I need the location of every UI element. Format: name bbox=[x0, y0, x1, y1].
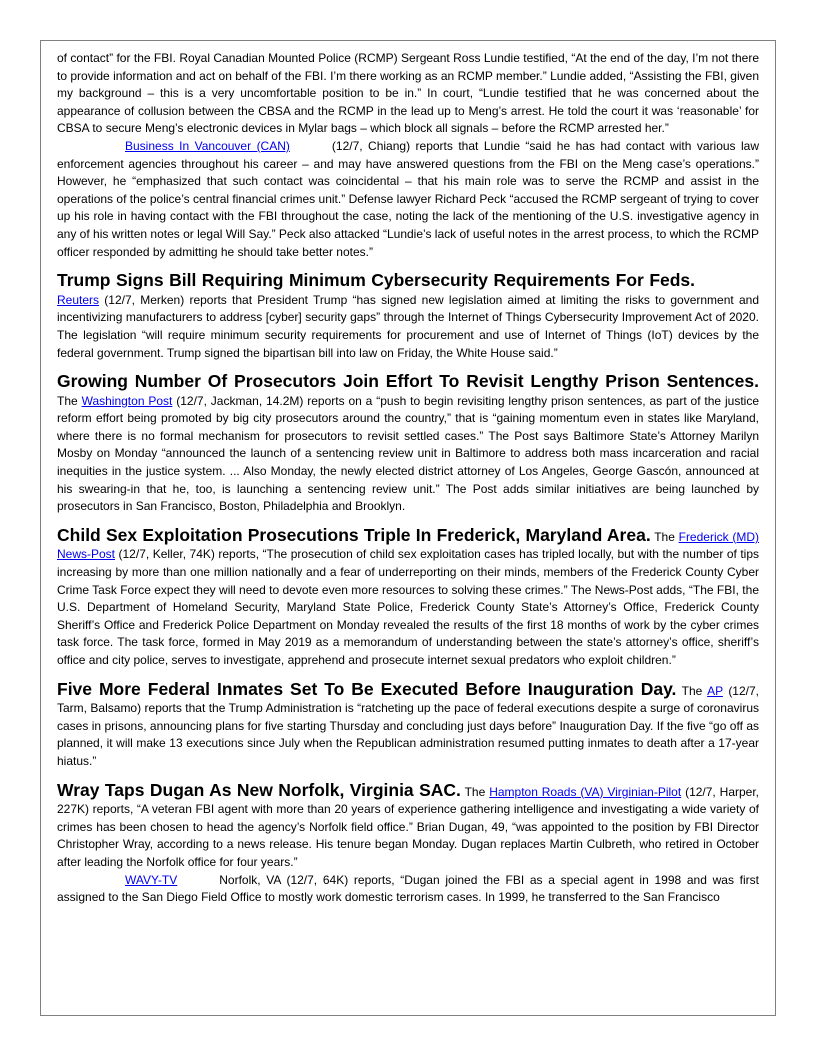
source-link-reuters[interactable]: Reuters bbox=[57, 292, 100, 307]
source-link-business-in-vancouver[interactable]: Business In Vancouver (CAN) bbox=[125, 138, 290, 153]
source-link-washington-post[interactable]: Washington Post bbox=[81, 393, 173, 408]
article-text: (12/7, Tarm, Balsamo) reports that the Trump Administration is “ratcheting up the pace of federal executions despite a surge of coronavirus cases in prisons, announcing plans for five starting Thursday and concluding just days before” Inauguration Day. If the five “go off as planned, it will make 13 executions since July when the Republican administration resumed putting inmates to death after a 17-year hiatus.” bbox=[57, 683, 759, 768]
headline-prison-sentences: Growing Number Of Prosecutors Join Effort To Revisit Lengthy Prison Sentences. bbox=[57, 371, 759, 392]
headline-child-exploitation: Child Sex Exploitation Prosecutions Triple In Frederick, Maryland Area. bbox=[57, 524, 651, 545]
article-text: (12/7, Harper, 227K) reports, “A veteran FBI agent with more than 20 years of experience gathering intelligence and investigating a wide variety of crimes has been chosen to head the agency’s Norfolk field office.” Brian Dugan, 49, “was appointed to the position by FBI Director Christopher Wray, according to a news release. His tenure began Monday. Dugan replaces Martin Culbreth, who retired in October after leading the Norfolk office for four years.” bbox=[57, 784, 760, 869]
article-dugan: Wray Taps Dugan As New Norfolk, Virginia SAC. The Hampton Roads (VA) Virginian-Pilot (12/7, Harper, 227K) reports, “A veteran FBI agent with more than 20 years of experience gathering intelligence and investigating a wide variety of crimes has been chosen to head the agency’s Norfolk field office.” Brian Dugan, 49, “was appointed to the position by FBI Director Christopher Wray, according to a news release. His tenure began Monday. Dugan replaces Martin Culbreth, who retired in October after leading the Norfolk office for four years.” bbox=[57, 779, 760, 869]
article-text: (12/7, Jackman, 14.2M) reports on a “push to begin revisiting lengthy prison sentences, as part of the justice reform effort being promoted by big city prosecutors around the country,” that is “gaining momentum even in states like Maryland, where there is no formal mechanism for prosecutors to revisit settled cases.” The Post says Baltimore State’s Attorney Marilyn Mosby on Monday “announced the launch of a sentencing review unit in Baltimore to address both mass incarceration and racial inequities in the justice system. ... Also Monday, the newly elected district attorney of Los Angeles, George Gascón, announced at his swearing-in that he, too, is launching a sentencing review unit.” The Post adds similar initiatives are being launched by prosecutors in San Francisco, Boston, Philadelphia and Brooklyn. bbox=[57, 393, 759, 514]
headline-cybersecurity-bill: Trump Signs Bill Requiring Minimum Cybersecurity Requirements For Feds. bbox=[57, 270, 696, 291]
article-text: (12/7, Keller, 74K) reports, “The prosecution of child sex exploitation cases has tripled locally, but with the number of tips increasing by more than one million nationally and a fear of underreporting on their minds, members of the Frederick County Cyber Crime Task Force expect they will need to devote even more resources to solving these crimes.” The News-Post adds, “The FBI, the U.S. Department of Homeland Security, Maryland State Police, Frederick County State’s Attorney’s Office, Frederick County Sheriff’s Office and Frederick Police Department on Monday revealed the results of the first 18 months of work by the cyber crimes task force. The task force, formed in May 2019 as a memorandum of understanding between the state’s attorney’s office, sheriff’s office and city police, serves to investigate, apprehend and prosecute internet sexual predators who exploit children.” bbox=[57, 547, 759, 667]
source-link-wavy-tv[interactable]: WAVY-TV bbox=[125, 872, 178, 887]
source-link-frederick-news-post[interactable]: Frederick (MD) News-Post bbox=[57, 529, 759, 562]
paragraph-biv bbox=[57, 138, 759, 261]
paragraph-lundie: of contact” for the FBI. Royal Canadian Mounted Police (RCMP) Sergeant Ross Lundie testified, “At the end of the day, I’m not there to provide information and act on behalf of the FBI. I’m there working as an RCMP member.” Lundie added, “Assisting the FBI, given my background – this is a very uncomfortable position to be in.” In court, “Lundie testified that he was concerned about the appearance of collusion between the CBSA and the RCMP in the lead up to Meng’s arrest. He told the court it was ‘reasonable’ for CBSA to secure Meng’s electronic devices in Mylar bags – which block all signals – before the RCMP arrested her.” bbox=[57, 51, 759, 136]
paragraph-biv-text: (12/7, Chiang) reports that Lundie “said he has had contact with various law enforcement agencies throughout his career – and may have answered questions from the FBI on the Meng case’s operations.” However, he “emphasized that such contact was coincidental – that his main role was to serve the RCMP and assist in the operations of the police’s central financial crimes unit.” Defense lawyer Richard Peck “accused the RCMP sergeant of trying to cover up his role in having contact with the FBI throughout the case, noting the lack of the mentioning of the U.S. investigative agency in any of his written notes or legal Will Say.” Peck also attacked “Lundie’s lack of useful notes in the arrest process, to which the RCMP officer responded by admitting he should take better notes.” bbox=[57, 138, 760, 259]
paragraph-wavy-text: Norfolk, VA (12/7, 64K) reports, “Dugan joined the FBI as a special agent in 1998 and was first assigned to the San Diego Field Office to mostly work domestic terrorism cases. In 1999, he transferred to the San Francisco bbox=[57, 872, 759, 905]
source-link-ap[interactable]: AP bbox=[707, 683, 723, 698]
headline-executions: Five More Federal Inmates Set To Be Executed Before Inauguration Day. bbox=[57, 678, 677, 699]
paragraph-wavy bbox=[57, 872, 759, 907]
source-link-virginian-pilot[interactable]: Hampton Roads (VA) Virginian-Pilot bbox=[489, 784, 682, 799]
article-executions: Five More Federal Inmates Set To Be Executed Before Inauguration Day. The AP (12/7, Tarm, Balsamo) reports that the Trump Administration is “ratcheting up the pace of federal executions despite a surge of coronavirus cases in prisons, announcing plans for five starting Thursday and concluding just days before” Inauguration Day. If the five “go off as planned, it will make 13 executions since July when the Republican administration resumed putting inmates to death after a 17-year hiatus.” bbox=[57, 678, 759, 768]
article-prison-sentences: Growing Number Of Prosecutors Join Effort To Revisit Lengthy Prison Sentences. The Washington Post (12/7, Jackman, 14.2M) reports on a “push to begin revisiting lengthy prison sentences, as part of the justice reform effort being promoted by big city prosecutors around the country,” that is “gaining momentum even in states like Maryland, where there is no formal mechanism for prosecutors to revisit settled cases.” The Post says Baltimore State’s Attorney Marilyn Mosby on Monday “announced the launch of a sentencing review unit in Baltimore to address both mass incarceration and racial inequities in the justice system. ... Also Monday, the newly elected district attorney of Los Angeles, George Gascón, announced at his swearing-in that he, too, is launching a sentencing review unit.” The Post adds similar initiatives are being launched by prosecutors in San Francisco, Boston, Philadelphia and Brooklyn. bbox=[57, 371, 759, 514]
article-cybersecurity-bill bbox=[57, 272, 759, 362]
article-text: (12/7, Merken) reports that President Trump “has signed new legislation aimed at limiting the risks to government and incentivizing manufacturers to address [cyber] security gaps” through the Internet of Things Cybersecurity Improvement Act of 2020. The legislation “will require minimum security requirements for procurement and use of Internet of Things (IoT) devices by the federal government. Trump signed the bipartisan bill into law on Friday, the White House said.” bbox=[57, 292, 759, 360]
headline-dugan: Wray Taps Dugan As New Norfolk, Virginia SAC. bbox=[57, 779, 461, 800]
article-child-exploitation: Child Sex Exploitation Prosecutions Triple In Frederick, Maryland Area. The Frederick (MD) News-Post (12/7, Keller, 74K) reports, “The prosecution of child sex exploitation cases has tripled locally, but with the number of tips increasing by more than one million nationally and a fear of underreporting on their minds, members of the Frederick County Cyber Crime Task Force expect they will need to devote even more resources to solving these crimes.” The News-Post adds, “The FBI, the U.S. Department of Homeland Security, Maryland State Police, Frederick County State’s Attorney’s Office, Frederick County Sheriff’s Office and Frederick Police Department on Monday revealed the results of the first 18 months of work by the cyber crimes task force. The task force, formed in May 2019 as a memorandum of understanding between the state’s attorney’s office, sheriff’s office and city police, serves to investigate, apprehend and prosecute internet sexual predators who exploit children.” bbox=[57, 524, 759, 667]
document-body bbox=[57, 50, 759, 907]
